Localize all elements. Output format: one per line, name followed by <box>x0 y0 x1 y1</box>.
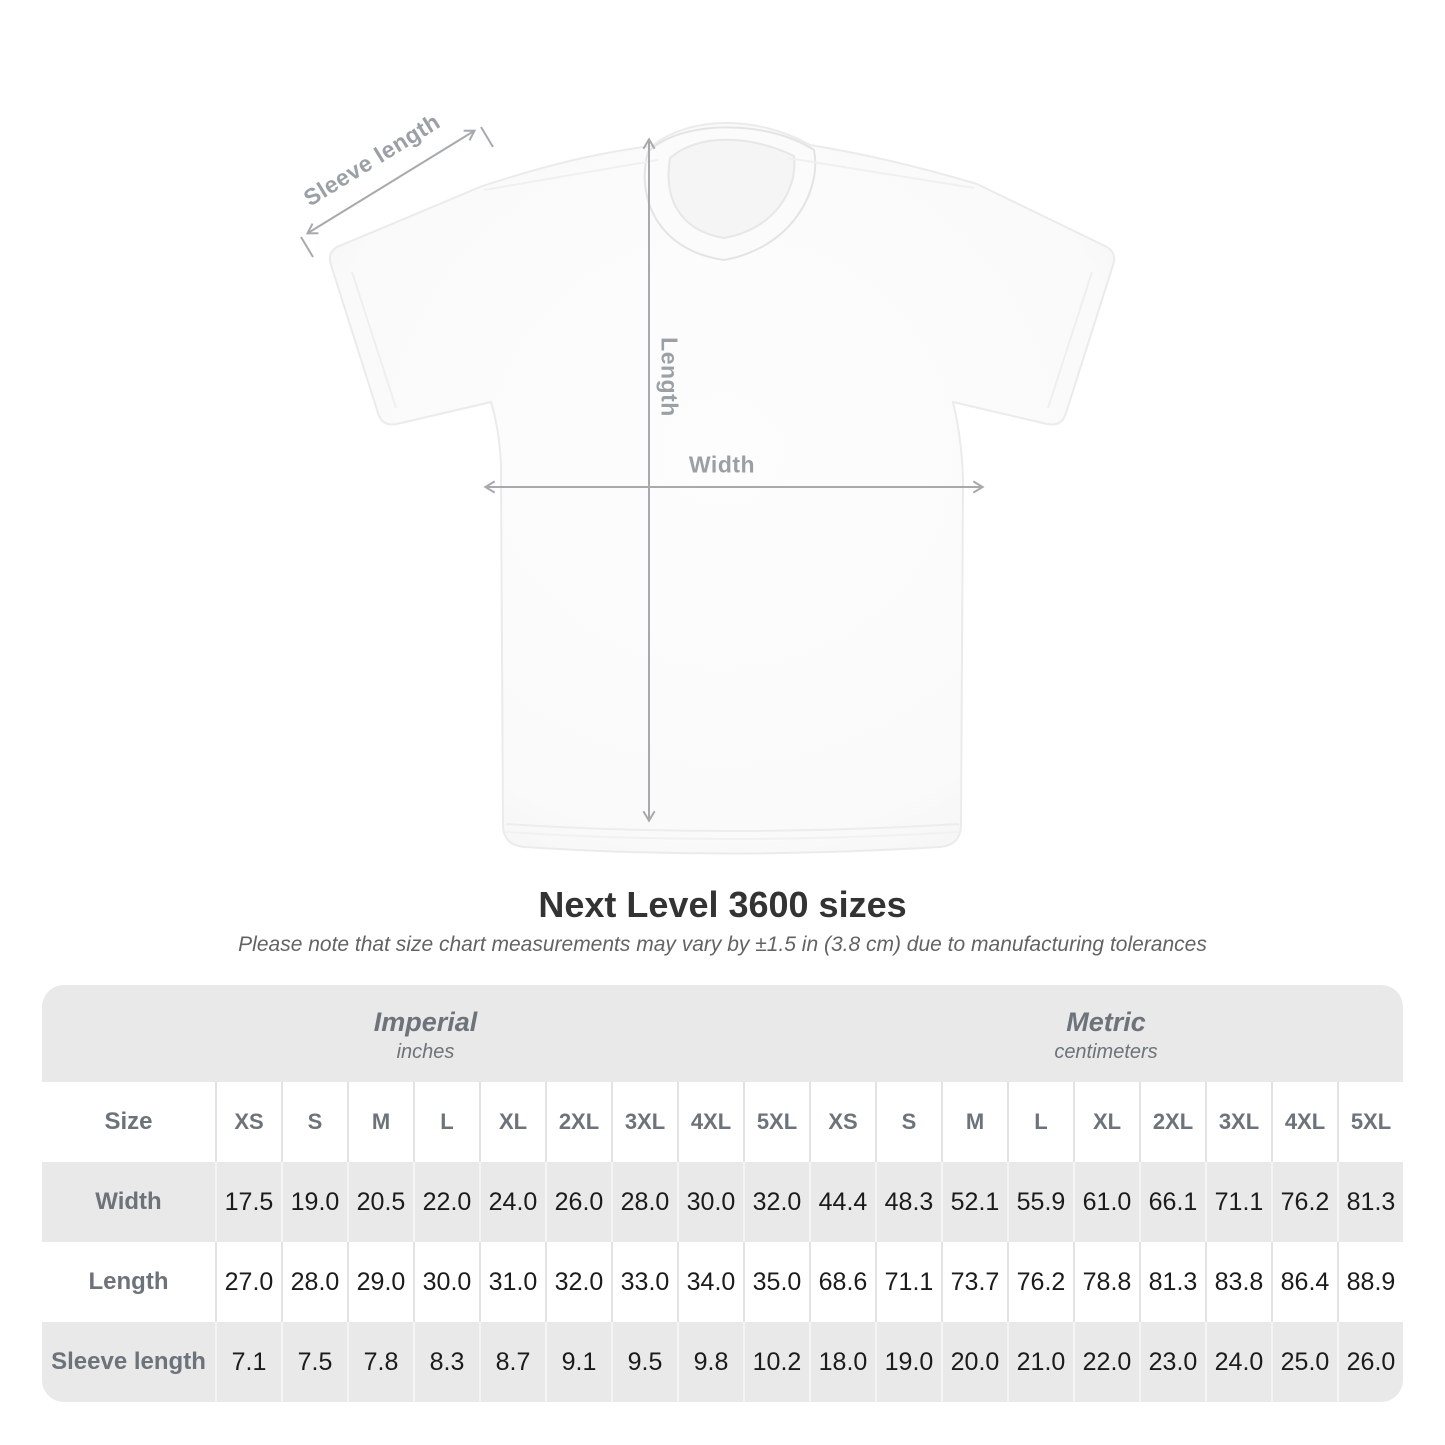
value-cell: 68.6 <box>809 1242 875 1322</box>
value-cell: 22.0 <box>413 1162 479 1242</box>
value-cell: 7.5 <box>281 1322 347 1402</box>
sleeve-length-row <box>42 1322 1403 1402</box>
row-label: Length <box>88 1268 169 1295</box>
col-header: XS <box>809 1082 875 1162</box>
size-chart-table <box>42 985 1403 1402</box>
value-cell: 29.0 <box>347 1242 413 1322</box>
size-header-row <box>42 1082 1403 1162</box>
col-header: XL <box>1073 1082 1139 1162</box>
col-header: L <box>1007 1082 1073 1162</box>
value-cell: 76.2 <box>1271 1162 1337 1242</box>
value-cell: 66.1 <box>1139 1162 1205 1242</box>
value-cell: 35.0 <box>743 1242 809 1322</box>
value-cell: 10.2 <box>743 1322 809 1402</box>
value-cell: 9.5 <box>611 1322 677 1402</box>
imperial-header <box>42 985 809 1082</box>
value-cell: 24.0 <box>479 1162 545 1242</box>
value-cell: 32.0 <box>545 1242 611 1322</box>
value-cell: 76.2 <box>1007 1242 1073 1322</box>
value-cell: 44.4 <box>809 1162 875 1242</box>
value-cell: 61.0 <box>1073 1162 1139 1242</box>
col-header: 4XL <box>677 1082 743 1162</box>
row-label: Sleeve length <box>51 1348 206 1375</box>
value-cell: 26.0 <box>545 1162 611 1242</box>
page-title: Next Level 3600 sizes <box>538 884 907 925</box>
value-cell: 9.1 <box>545 1322 611 1402</box>
value-cell: 26.0 <box>1337 1322 1403 1402</box>
col-header: M <box>941 1082 1007 1162</box>
sleeve-length-start-tick <box>301 237 313 257</box>
sleeve-length-end-tick <box>481 127 493 147</box>
col-header: L <box>413 1082 479 1162</box>
value-cell: 25.0 <box>1271 1322 1337 1402</box>
col-header: 3XL <box>611 1082 677 1162</box>
imperial-header-label: Imperial <box>373 1007 478 1037</box>
value-cell: 7.8 <box>347 1322 413 1402</box>
value-cell: 34.0 <box>677 1242 743 1322</box>
value-cell: 18.0 <box>809 1322 875 1402</box>
value-cell: 30.0 <box>413 1242 479 1322</box>
col-header: 5XL <box>743 1082 809 1162</box>
value-cell: 23.0 <box>1139 1322 1205 1402</box>
value-cell: 21.0 <box>1007 1322 1073 1402</box>
value-cell: 86.4 <box>1271 1242 1337 1322</box>
col-header: XL <box>479 1082 545 1162</box>
value-cell: 28.0 <box>281 1242 347 1322</box>
value-cell: 48.3 <box>875 1162 941 1242</box>
value-cell: 19.0 <box>281 1162 347 1242</box>
value-cell: 55.9 <box>1007 1162 1073 1242</box>
value-cell: 31.0 <box>479 1242 545 1322</box>
col-header: 2XL <box>545 1082 611 1162</box>
value-cell: 19.0 <box>875 1322 941 1402</box>
value-cell: 20.5 <box>347 1162 413 1242</box>
value-cell: 78.8 <box>1073 1242 1139 1322</box>
tolerance-note: Please note that size chart measurements may vary by ±1.5 in (3.8 cm) due to manufacturing tolerances <box>238 933 1207 956</box>
imperial-header-unit: inches <box>396 1041 455 1063</box>
value-cell: 73.7 <box>941 1242 1007 1322</box>
value-cell: 71.1 <box>875 1242 941 1322</box>
length-row <box>42 1242 1403 1322</box>
value-cell: 24.0 <box>1205 1322 1271 1402</box>
row-label: Width <box>95 1188 162 1215</box>
col-header: S <box>875 1082 941 1162</box>
value-cell: 20.0 <box>941 1322 1007 1402</box>
unit-header-row <box>42 985 1403 1082</box>
value-cell: 81.3 <box>1337 1162 1403 1242</box>
size-header-label: Size <box>104 1108 153 1135</box>
length-diagram-label: Length <box>656 337 683 417</box>
value-cell: 8.3 <box>413 1322 479 1402</box>
col-header: XS <box>215 1082 281 1162</box>
value-cell: 83.8 <box>1205 1242 1271 1322</box>
metric-header <box>809 985 1403 1082</box>
value-cell: 33.0 <box>611 1242 677 1322</box>
value-cell: 7.1 <box>215 1322 281 1402</box>
col-header: 5XL <box>1337 1082 1403 1162</box>
col-header: S <box>281 1082 347 1162</box>
tshirt-body <box>330 123 1114 854</box>
value-cell: 9.8 <box>677 1322 743 1402</box>
metric-header-label: Metric <box>1066 1007 1146 1037</box>
width-row <box>42 1162 1403 1242</box>
value-cell: 81.3 <box>1139 1242 1205 1322</box>
col-header: 2XL <box>1139 1082 1205 1162</box>
width-diagram-label: Width <box>688 451 756 478</box>
value-cell: 27.0 <box>215 1242 281 1322</box>
value-cell: 52.1 <box>941 1162 1007 1242</box>
metric-header-unit: centimeters <box>1054 1041 1158 1063</box>
value-cell: 32.0 <box>743 1162 809 1242</box>
value-cell: 30.0 <box>677 1162 743 1242</box>
sleeve-length-diagram-label: Sleeve length <box>298 108 445 212</box>
value-cell: 88.9 <box>1337 1242 1403 1322</box>
value-cell: 8.7 <box>479 1322 545 1402</box>
value-cell: 28.0 <box>611 1162 677 1242</box>
value-cell: 17.5 <box>215 1162 281 1242</box>
value-cell: 71.1 <box>1205 1162 1271 1242</box>
value-cell: 22.0 <box>1073 1322 1139 1402</box>
col-header: M <box>347 1082 413 1162</box>
col-header: 4XL <box>1271 1082 1337 1162</box>
col-header: 3XL <box>1205 1082 1271 1162</box>
